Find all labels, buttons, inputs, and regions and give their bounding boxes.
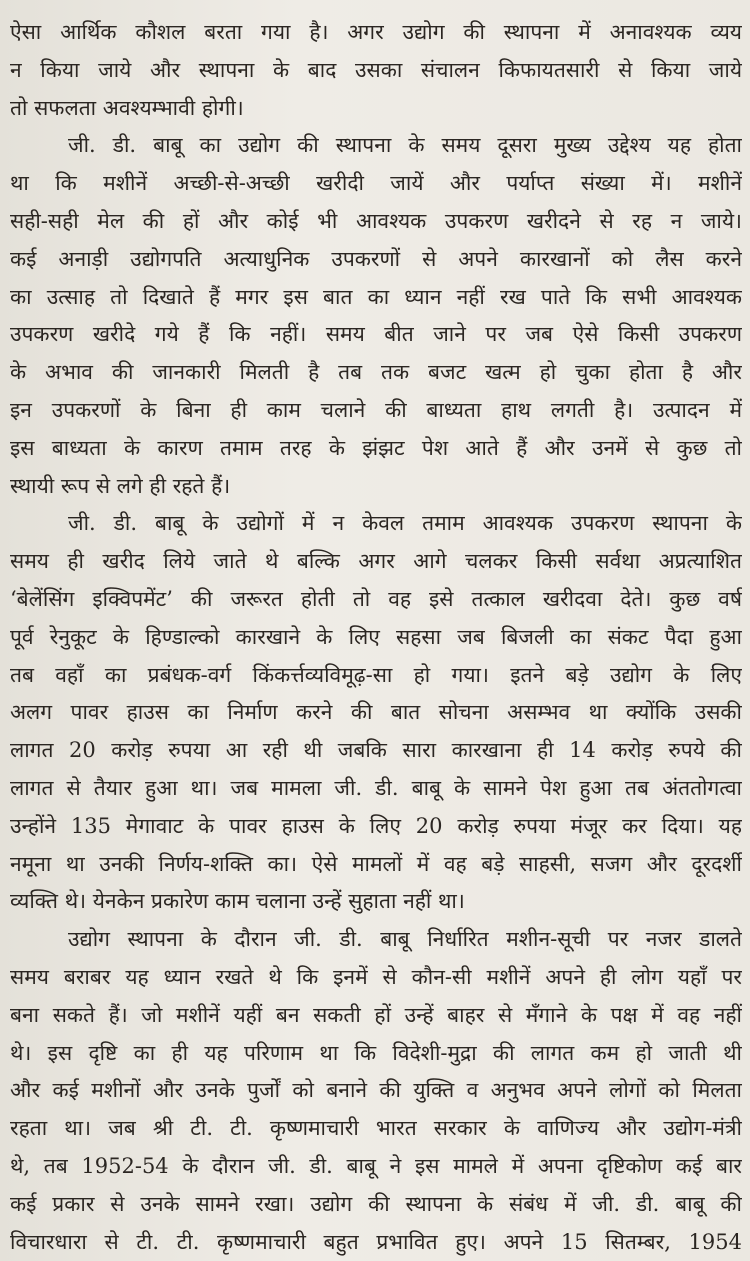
text-line: रहता था। जब श्री टी. टी. कृष्णमाचारी भारत सरकार के वाणिज्य और उद्योग-मंत्री xyxy=(10,1110,742,1148)
text-line: न किया जाये और स्थापना के बाद उसका संचालन किफायतसारी से किया जाये xyxy=(10,52,742,90)
text-line: ‘बेलेंसिंग इक्विपमेंट’ की जरूरत होती तो वह इसे तत्काल खरीदवा देते। कुछ वर्ष xyxy=(10,581,742,619)
text-line: उन्होंने 135 मेगावाट के पावर हाउस के लिए 20 करोड़ रुपया मंजूर कर दिया। यह xyxy=(10,808,742,846)
text-line: इस बाध्यता के कारण तमाम तरह के झंझट पेश आते हैं और उनमें से कुछ तो xyxy=(10,430,742,468)
text-line: कई अनाड़ी उद्योगपति अत्याधुनिक उपकरणों से अपने कारखानों को लैस करने xyxy=(10,241,742,279)
text-line: जी. डी. बाबू का उद्योग की स्थापना के समय दूसरा मुख्य उद्देश्य यह होता xyxy=(10,127,742,165)
text-line: समय ही खरीद लिये जाते थे बल्कि अगर आगे चलकर किसी सर्वथा अप्रत्याशित xyxy=(10,543,742,581)
text-line: बना सकते हैं। जो मशीनें यहीं बन सकती हों उन्हें बाहर से मँगाने के पक्ष में वह नहीं xyxy=(10,997,742,1035)
text-line: उपकरण खरीदे गये हैं कि नहीं। समय बीत जाने पर जब ऐसे किसी उपकरण xyxy=(10,316,742,354)
text-line: सही-सही मेल की हों और कोई भी आवश्यक उपकरण खरीदने से रह न जाये। xyxy=(10,203,742,241)
text-line: विचारधारा से टी. टी. कृष्णमाचारी बहुत प्रभावित हुए। अपने 15 सितम्बर, 1954 xyxy=(10,1224,742,1261)
paragraph-4 xyxy=(10,921,742,1261)
text-line: ऐसा आर्थिक कौशल बरता गया है। अगर उद्योग की स्थापना में अनावश्यक व्यय xyxy=(10,14,742,52)
text-line: व्यक्ति थे। येनकेन प्रकारेण काम चलाना उन्हें सुहाता नहीं था। xyxy=(10,883,742,921)
text-line: लागत 20 करोड़ रुपया आ रही थी जबकि सारा कारखाना ही 14 करोड़ रुपये की xyxy=(10,732,742,770)
text-line: पूर्व रेनुकूट के हिण्डाल्को कारखाने के लिए सहसा जब बिजली का संकट पैदा हुआ xyxy=(10,619,742,657)
text-line: जी. डी. बाबू के उद्योगों में न केवल तमाम आवश्यक उपकरण स्थापना के xyxy=(10,505,742,543)
text-line: थे। इस दृष्टि का ही यह परिणाम था कि विदेशी-मुद्रा की लागत कम हो जाती थी xyxy=(10,1035,742,1073)
text-line: तो सफलता अवश्यम्भावी होगी। xyxy=(10,90,742,128)
text-line: नमूना था उनकी निर्णय-शक्ति का। ऐसे मामलों में वह बड़े साहसी, सजग और दूरदर्शी xyxy=(10,846,742,884)
text-line: स्थायी रूप से लगे ही रहते हैं। xyxy=(10,468,742,506)
text-line: उद्योग स्थापना के दौरान जी. डी. बाबू निर्धारित मशीन-सूची पर नजर डालते xyxy=(10,921,742,959)
text-line: लागत से तैयार हुआ था। जब मामला जी. डी. बाबू के सामने पेश हुआ तब अंततोगत्वा xyxy=(10,770,742,808)
text-line: था कि मशीनें अच्छी-से-अच्छी खरीदी जायें और पर्याप्त संख्या में। मशीनें xyxy=(10,165,742,203)
text-line: तब वहाँ का प्रबंधक-वर्ग किंकर्त्तव्यविमूढ़-सा हो गया। इतने बड़े उद्योग के लिए xyxy=(10,657,742,695)
text-line: समय बराबर यह ध्यान रखते थे कि इनमें से कौन-सी मशीनें अपने ही लोग यहाँ पर xyxy=(10,959,742,997)
text-line: थे, तब 1952-54 के दौरान जी. डी. बाबू ने इस मामले में अपना दृष्टिकोण कई बार xyxy=(10,1148,742,1186)
text-line: इन उपकरणों के बिना ही काम चलाने की बाध्यता हाथ लगती है। उत्पादन में xyxy=(10,392,742,430)
text-line: का उत्साह तो दिखाते हैं मगर इस बात का ध्यान नहीं रख पाते कि सभी आवश्यक xyxy=(10,279,742,317)
paragraph-1 xyxy=(10,14,742,127)
text-line: के अभाव की जानकारी मिलती है तब तक बजट खत्म हो चुका होता है और xyxy=(10,354,742,392)
text-line: कई प्रकार से उनके सामने रखा। उद्योग की स्थापना के संबंध में जी. डी. बाबू की xyxy=(10,1186,742,1224)
text-line: और कई मशीनों और उनके पुर्जों को बनाने की युक्ति व अनुभव अपने लोगों को मिलता xyxy=(10,1072,742,1110)
paragraph-3 xyxy=(10,505,742,921)
paragraph-2 xyxy=(10,127,742,505)
text-line: अलग पावर हाउस का निर्माण करने की बात सोचना असम्भव था क्योंकि उसकी xyxy=(10,694,742,732)
